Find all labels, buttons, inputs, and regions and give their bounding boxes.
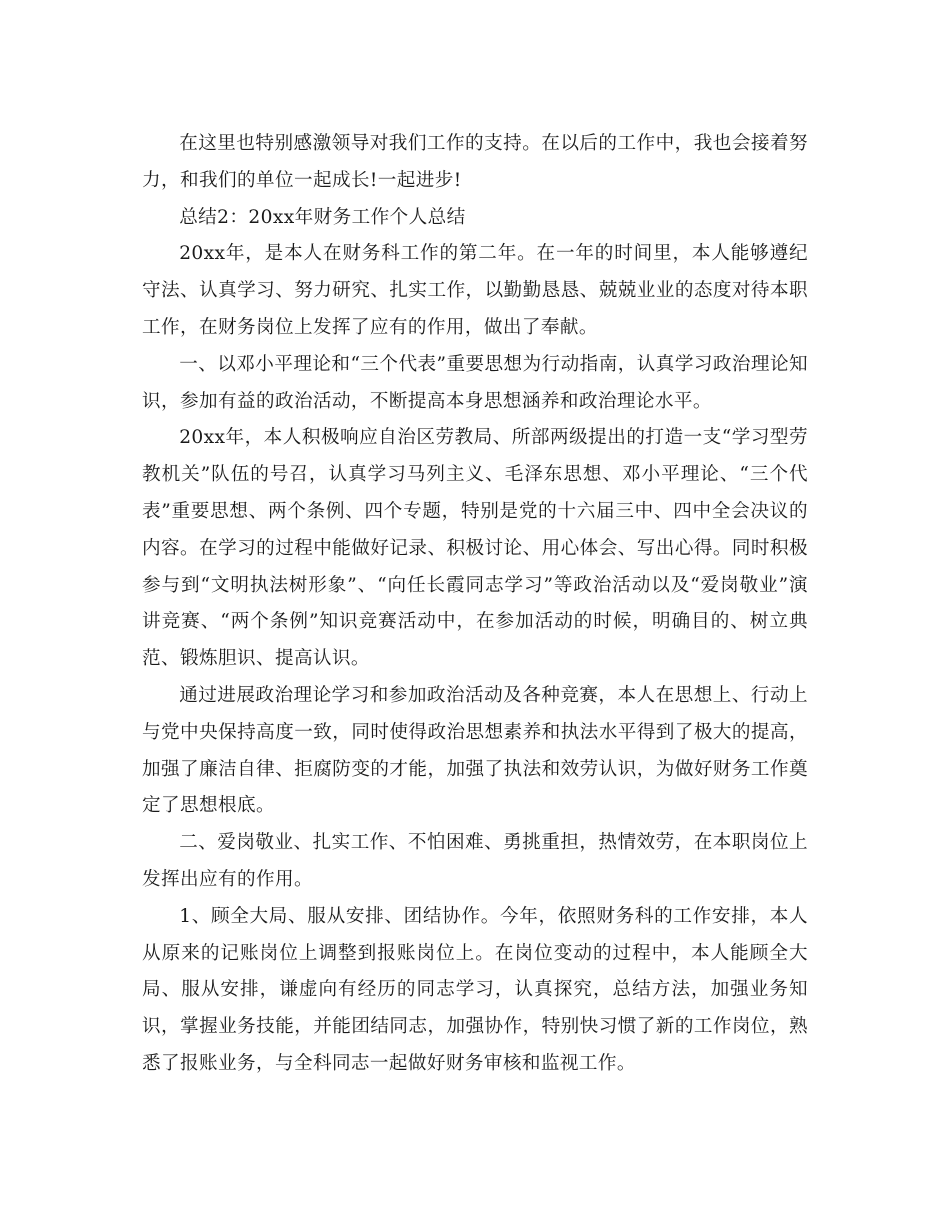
- document-body: [142, 126, 808, 1083]
- heading-part-one: 一、以邓小平理论和“三个代表”重要思想为行动指南，认真学习政治理论知识，参加有益的政治活动，不断提高本身思想涵养和政治理论水平。: [142, 353, 808, 412]
- section-title: 总结2：20xx年财务工作个人总结: [179, 206, 466, 228]
- heading-part-two: 二、爱岗敬业、扎实工作、不怕困难、勇挑重担，热情效劳，在本职岗位上发挥出应有的作用。: [142, 832, 808, 890]
- item-one-paragraph: 1、顾全大局、服从安排、团结协作。今年，依照财务科的工作安排，本人从原来的记账岗位上调整到报账岗位上。在岗位变动的过程中，本人能顾全大局、服从安排，谦虚向有经历的同志学习，认真探究，总结方法，加强业务知识，掌握业务技能，并能团结同志，加强协作，特别快习惯了新的工作岗位，熟悉了报账业务，与全科同志一起做好财务审核和监视工作。: [142, 905, 808, 1074]
- closing-paragraph: 在这里也特别感激领导对我们工作的支持。在以后的工作中，我也会接着努力，和我们的单位一起成长!一起进步!: [142, 133, 808, 191]
- intro-paragraph: 20xx年，是本人在财务科工作的第二年。在一年的时间里，本人能够遵纪守法、认真学习、努力研究、扎实工作，以勤勤恳恳、兢兢业业的态度对待本职工作，在财务岗位上发挥了应有的作用，做出了奉献。: [142, 243, 808, 338]
- study-paragraph: 20xx年，本人积极响应自治区劳教局、所部两级提出的打造一支“学习型劳教机关”队伍的号召，认真学习马列主义、毛泽东思想、邓小平理论、“三个代表”重要思想、两个条例、四个专题，特别是党的十六届三中、四中全会决议的内容。在学习的过程中能做好记录、积极讨论、用心体会、写出心得。同时积极参与到“文明执法树形象”、“向任长霞同志学习”等政治活动以及“爱岗敬业”演讲竞赛、“两个条例”知识竞赛活动中，在参加活动的时候，明确目的、树立典范、锻炼胆识、提高认识。: [142, 427, 808, 670]
- result-paragraph: 通过进展政治理论学习和参加政治活动及各种竞赛，本人在思想上、行动上与党中央保持高度一致，同时使得政治思想素养和执法水平得到了极大的提高，加强了廉洁自律、拒腐防变的才能，加强了执法和效劳认识，为做好财务工作奠定了思想根底。: [142, 684, 808, 817]
